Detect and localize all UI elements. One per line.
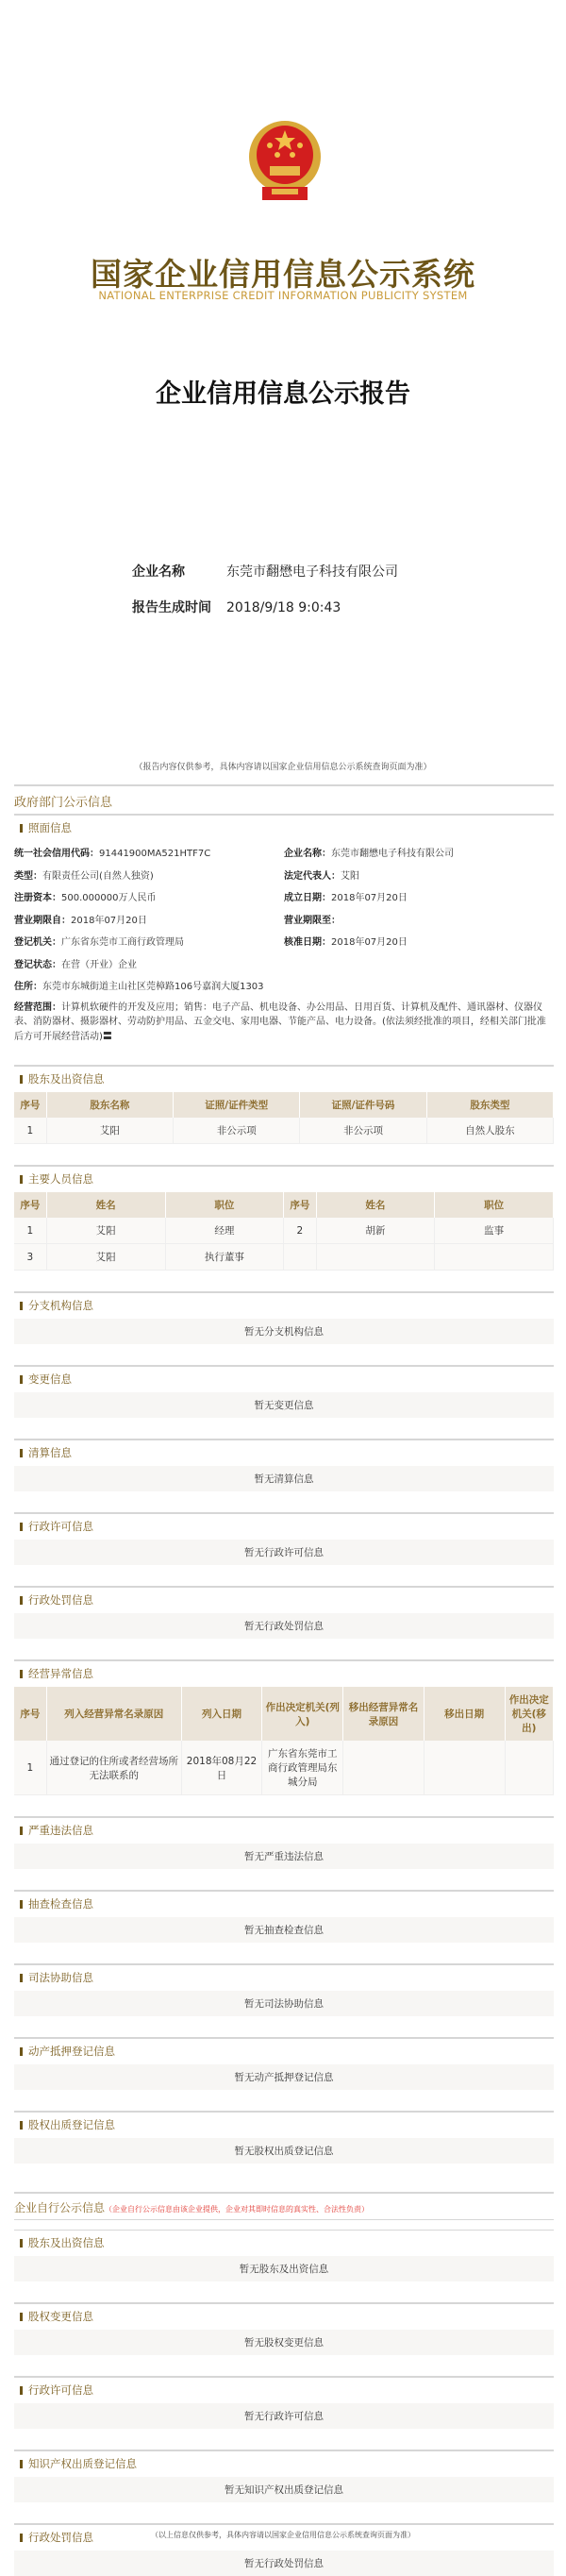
- empty-message: 暂无股权变更信息: [14, 2330, 554, 2355]
- section-title: 严重违法信息: [14, 1818, 554, 1844]
- section-title: 股权变更信息: [14, 2304, 554, 2330]
- empty-message: 暂无分支机构信息: [14, 1319, 554, 1344]
- footer-disclaimer: （以上信息仅供参考，具体内容请以国家企业信用信息公示系统查询页面为准）: [151, 2531, 415, 2539]
- section-title: 抽查检查信息: [14, 1892, 554, 1917]
- system-title-en: NATIONAL ENTERPRISE CREDIT INFORMATION PUBLICITY SYSTEM: [98, 289, 468, 302]
- table-cell: [316, 1244, 435, 1271]
- section-title: 司法协助信息: [14, 1965, 554, 1991]
- gov-section: [14, 784, 554, 2576]
- empty-message: 暂无行政处罚信息: [14, 1613, 554, 1639]
- table-cell: 1: [14, 1741, 46, 1795]
- column-header: 职位: [435, 1192, 554, 1218]
- shareholders-title: 股东及出资信息: [14, 1067, 554, 1092]
- column-header: 作出决定机关(列入): [262, 1687, 343, 1741]
- table-cell: 非公示项: [174, 1118, 300, 1144]
- registration-status: 在营（开业）企业: [61, 959, 137, 970]
- section-title: 分支机构信息: [14, 1293, 554, 1319]
- empty-message: 暂无清算信息: [14, 1466, 554, 1491]
- report-time-label: 报告生成时间: [132, 600, 211, 615]
- empty-message: 暂无司法协助信息: [14, 1991, 554, 2016]
- table-cell: 2: [284, 1218, 316, 1244]
- section-title: 股权出质登记信息: [14, 2113, 554, 2138]
- self-section-title: 企业自行公示信息（企业自行公示信息由该企业提供，企业对其即时信息的真实性、合法性负责）: [14, 2201, 370, 2214]
- column-header: 列入日期: [181, 1687, 262, 1741]
- column-header: 股东类型: [426, 1092, 553, 1118]
- table-cell: 经理: [165, 1218, 284, 1244]
- registered-capital: 500.000000万人民币: [61, 893, 157, 904]
- abnormal-title: 经营异常信息: [14, 1661, 554, 1687]
- report-title: 企业信用信息公示报告: [156, 379, 410, 409]
- empty-message: 暂无动产抵押登记信息: [14, 2064, 554, 2090]
- table-cell: 监事: [435, 1218, 554, 1244]
- empty-message: 暂无股东及出资信息: [14, 2256, 554, 2281]
- table-cell: [284, 1244, 316, 1271]
- section-title: 股东及出资信息: [14, 2231, 554, 2256]
- empty-message: 暂无变更信息: [14, 1392, 554, 1418]
- table-cell: [505, 1741, 553, 1795]
- column-header: 序号: [14, 1687, 46, 1741]
- column-header: 证照/证件号码: [300, 1092, 426, 1118]
- section-title: 行政处罚信息: [14, 2525, 554, 2551]
- registration-authority: 广东省东莞市工商行政管理局: [61, 937, 184, 949]
- business-scope: 计算机软硬件的开发及应用；销售：电子产品、机电设备、办公用品、日用百货、计算机及配件、通讯器材、仪器仪表、消防器材、摄影器材、劳动防护用品、五金交电、家用电器、节能产品、电力设备。(依法须经批准的项目，经相关部门批准后方可开展经营活动)〓: [14, 1002, 546, 1042]
- company-name-value: 东莞市翻懋电子科技有限公司: [226, 564, 398, 580]
- report-time-row: [132, 598, 341, 616]
- column-header: 序号: [284, 1192, 316, 1218]
- company-name-row: [132, 562, 398, 581]
- gov-section-title: 政府部门公示信息: [14, 796, 113, 810]
- report-time-value: 2018/9/18 9:0:43: [226, 600, 341, 615]
- address: 东莞市东城街道主山社区莞樟路106号嘉润大厦1303: [42, 982, 264, 993]
- table-header-row: [14, 1687, 554, 1741]
- approval-date: 2018年07月20日: [331, 937, 408, 949]
- section-title: 知识产权出质登记信息: [14, 2451, 554, 2477]
- table-header-row: [14, 1192, 554, 1218]
- empty-message: 暂无行政许可信息: [14, 1540, 554, 1565]
- column-header: 姓名: [316, 1192, 435, 1218]
- column-header: 移出经营异常名录原因: [343, 1687, 424, 1741]
- table-cell: 执行董事: [165, 1244, 284, 1271]
- table-cell: 艾阳: [46, 1118, 173, 1144]
- system-title-cn: 国家企业信用信息公示系统: [91, 256, 475, 293]
- empty-message: 暂无抽查检查信息: [14, 1917, 554, 1943]
- abnormal-table: [14, 1687, 554, 1795]
- section-title: 动产抵押登记信息: [14, 2039, 554, 2064]
- license-info: 统一社会信用代码：91441900MA521HTF7C 企业名称：东莞市翻懋电子科技有限公司 类型：有限责任公司(自然人独资) 法定代表人：艾阳 注册资本：500.000000万人民币 成立日期：2018年07月20日 营业期限自：2018年07月20日 营业期限至： 登记机关：广东省东莞市工商行政管理局 核准日期：2018年07月20日 登记状态：在营（开业）企业 住所：东莞市东城街道主山社区莞樟路106号嘉润大厦1303 经营范围：计算机软硬件的开发及应用；销售：电子产品、机电设备、办公用品、日用百货、计算机及配件、通讯器材、仪器仪表、消防器材、摄影器材、劳动防护用品、五金交电、家用电器、节能产品、电力设备。(依法须经批准的项目，经相关部门批准后方可开展经营活动)〓: [14, 849, 546, 1042]
- empty-message: 暂无严重违法信息: [14, 1844, 554, 1869]
- empty-message: 暂无股权出质登记信息: [14, 2138, 554, 2164]
- empty-message: 暂无行政处罚信息: [14, 2551, 554, 2576]
- column-header: 序号: [14, 1092, 46, 1118]
- column-header: 列入经营异常名录原因: [46, 1687, 181, 1741]
- shareholders-table: [14, 1092, 554, 1144]
- enterprise-name: 东莞市翻懋电子科技有限公司: [331, 849, 454, 860]
- column-header: 移出日期: [424, 1687, 505, 1741]
- section-title: 行政许可信息: [14, 1514, 554, 1540]
- section-title: 行政许可信息: [14, 2378, 554, 2403]
- self-section-note: （企业自行公示信息由该企业提供，企业对其即时信息的真实性、合法性负责）: [105, 2205, 370, 2214]
- credit-code: 91441900MA521HTF7C: [99, 849, 211, 860]
- column-header: 作出决定机关(移出): [505, 1687, 553, 1741]
- table-row: [14, 1244, 554, 1271]
- empty-message: 暂无知识产权出质登记信息: [14, 2477, 554, 2502]
- table-cell: 1: [14, 1218, 46, 1244]
- top-disclaimer: （报告内容仅供参考，具体内容请以国家企业信用信息公示系统查询页面为准）: [134, 763, 432, 772]
- table-row: [14, 1218, 554, 1244]
- establish-date: 2018年07月20日: [331, 893, 408, 904]
- license-title: 照面信息: [14, 816, 554, 841]
- table-row: [14, 1118, 554, 1144]
- table-row: [14, 1741, 554, 1795]
- table-cell: 3: [14, 1244, 46, 1271]
- table-cell: 胡新: [316, 1218, 435, 1244]
- column-header: 序号: [14, 1192, 46, 1218]
- table-cell: [343, 1741, 424, 1795]
- column-header: 姓名: [46, 1192, 165, 1218]
- personnel-title: 主要人员信息: [14, 1167, 554, 1192]
- column-header: 股东名称: [46, 1092, 173, 1118]
- legal-rep: 艾阳: [341, 870, 359, 882]
- section-title: 行政处罚信息: [14, 1588, 554, 1613]
- empty-message: 暂无行政许可信息: [14, 2403, 554, 2429]
- table-cell: 艾阳: [46, 1218, 165, 1244]
- table-cell: 2018年08月22日: [181, 1741, 262, 1795]
- table-cell: [424, 1741, 505, 1795]
- table-cell: 1: [14, 1118, 46, 1144]
- table-cell: 广东省东莞市工商行政管理局东城分局: [262, 1741, 343, 1795]
- table-cell: 通过登记的住所或者经营场所无法联系的: [46, 1741, 181, 1795]
- table-header-row: [14, 1092, 554, 1118]
- company-name-label: 企业名称: [132, 564, 185, 580]
- section-title: 清算信息: [14, 1440, 554, 1466]
- personnel-table: [14, 1192, 554, 1271]
- term-from: 2018年07月20日: [71, 915, 147, 926]
- table-cell: 非公示项: [300, 1118, 426, 1144]
- enterprise-type: 有限责任公司(自然人独资): [42, 870, 154, 882]
- section-title: 变更信息: [14, 1367, 554, 1392]
- column-header: 证照/证件类型: [174, 1092, 300, 1118]
- column-header: 职位: [165, 1192, 284, 1218]
- table-cell: 艾阳: [46, 1244, 165, 1271]
- national-emblem-icon: [247, 119, 323, 204]
- table-cell: [435, 1244, 554, 1271]
- table-cell: 自然人股东: [426, 1118, 553, 1144]
